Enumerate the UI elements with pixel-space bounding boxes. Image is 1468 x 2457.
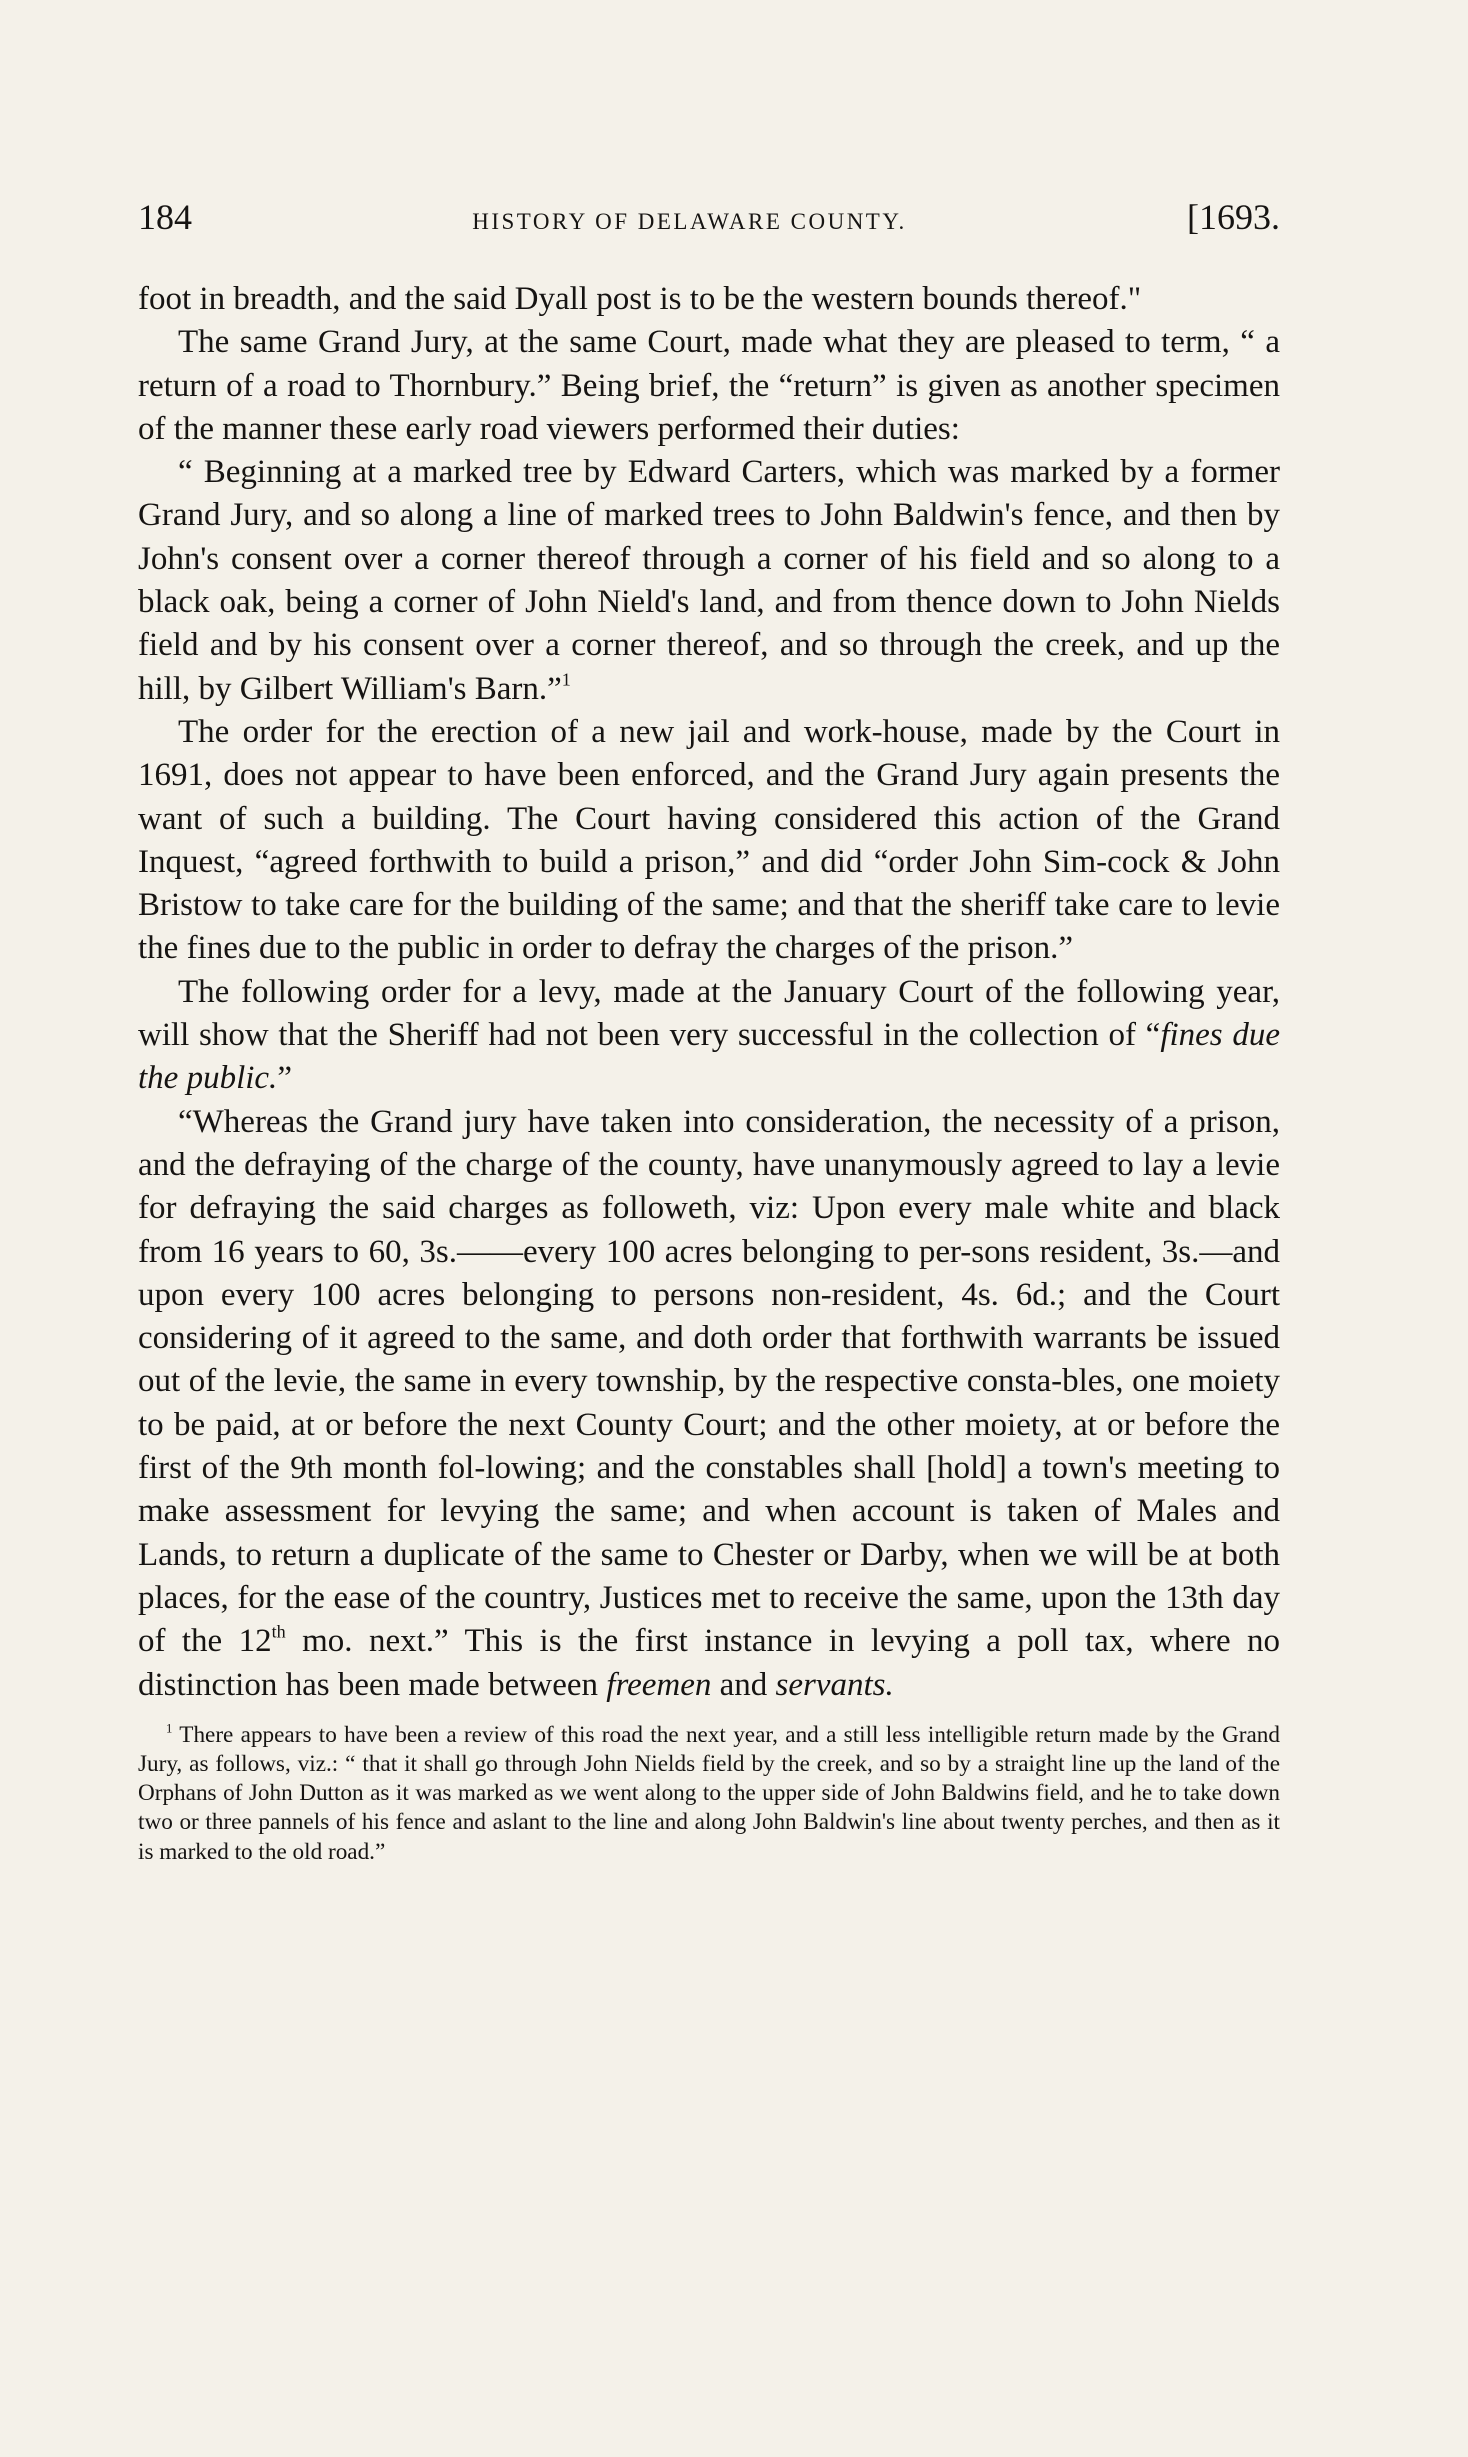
footnote-text: There appears to have been a review of this road the next year, and a still less intelligible return made by the Grand Jury, as follows, viz.: “ that it shall go through John Nields field by the creek, and so by a straight line up the land of the Orphans of John Dutton as it was marked as we went along to the upper side of John Baldwins field, and he to take down two or three pannels of his fence and aslant to the line and along John Baldwin's line about twenty perches, and then as it is marked to the old road.” — [138, 1721, 1280, 1865]
text-run: ” — [277, 1060, 292, 1097]
text-run: and — [711, 1666, 776, 1703]
text-run: The following order for a levy, made at the January Court of the following year, will show that the Sheriff had not been very successful in the collection of “ — [138, 973, 1280, 1054]
page-number: 184 — [138, 197, 192, 237]
text-run: “Whereas the Grand jury have taken into consideration, the necessity of a prison, and the defraying of the charge of the county, have unanymously agreed to lay a levie for defraying the said charges as followeth, viz: Upon every male white and black from 16 years to 60, 3s.——every 100 acres belonging to per-sons resident, 3s.—and upon every 100 acres belonging to persons non-resident, 4s. 6d.; and the Court considering of it agreed to the same, and doth order that forthwith warrants be issued out of the levie, the same in every township, by the respective consta-bles, one moiety to be paid, at or before the next County Court; and the other moiety, at or before the first of the 9th month fol-lowing; and the constables shall [hold] a town's meeting to make assessment for levying the same; and when account is taken of Males and Lands, to return a duplicate of the same to Chester or Darby, when we will be at both places, for the ease of the country, Justices met to receive the same, upon the 13th day of the 12 — [138, 1103, 1280, 1660]
body-paragraph — [138, 321, 1280, 451]
italic-text: fines due the public. — [138, 1017, 1280, 1097]
superscript: th — [271, 1621, 286, 1642]
footnote — [138, 1721, 1280, 1867]
text-run: The order for the erection of a new jail and work-house, made by the Court in 1691, does not appear to have been enforced, and the Grand Jury again presents the want of such a building. The Court having considered this action of the Grand Inquest, “agreed forthwith to build a prison,” and did “order John Sim-cock & John Bristow to take care for the building of the same; and that the sheriff take care to levie the fines due to the public in order to defray the charges of the prison.” — [138, 713, 1280, 967]
header-year: [1693. — [1186, 197, 1280, 237]
text-run: mo. next.” This is the first instance in levying a poll tax, where no distinction has been made between — [138, 1623, 1280, 1703]
footnote-paragraph — [138, 1721, 1280, 1867]
text-run: “ Beginning at a marked tree by Edward Carters, which was marked by a former Grand Jury, and so along a line of marked trees to John Baldwin's fence, and then by John's consent over a corner thereof through a corner of his field and so along to a black oak, being a corner of John Nield's land, and from thence down to John Nields field and by his consent over a corner thereof, and so through the creek, and up the hill, by Gilbert William's Barn.” — [138, 454, 1280, 707]
body-paragraph — [138, 1101, 1280, 1707]
superscript: 1 — [561, 669, 571, 690]
body-paragraph — [138, 451, 1280, 711]
italic-text: servants. — [775, 1666, 894, 1703]
running-header — [138, 196, 1280, 252]
text-run: The same Grand Jury, at the same Court, made what they are pleased to term, “ a return of a road to Thornbury.” Being brief, the “return” is given as another specimen of the manner these early road viewers performed their duties: — [138, 324, 1280, 447]
book-page — [138, 196, 1280, 1867]
italic-text: freemen — [606, 1666, 712, 1703]
body-paragraph — [138, 711, 1280, 971]
footnote-marker: 1 — [166, 1721, 173, 1736]
body-paragraph — [138, 971, 1280, 1101]
body-text — [138, 278, 1280, 1707]
text-run: foot in breadth, and the said Dyall post is to be the western bounds thereof." — [138, 281, 1142, 317]
body-paragraph — [138, 278, 1280, 321]
running-title: HISTORY OF DELAWARE COUNTY. — [472, 209, 907, 234]
